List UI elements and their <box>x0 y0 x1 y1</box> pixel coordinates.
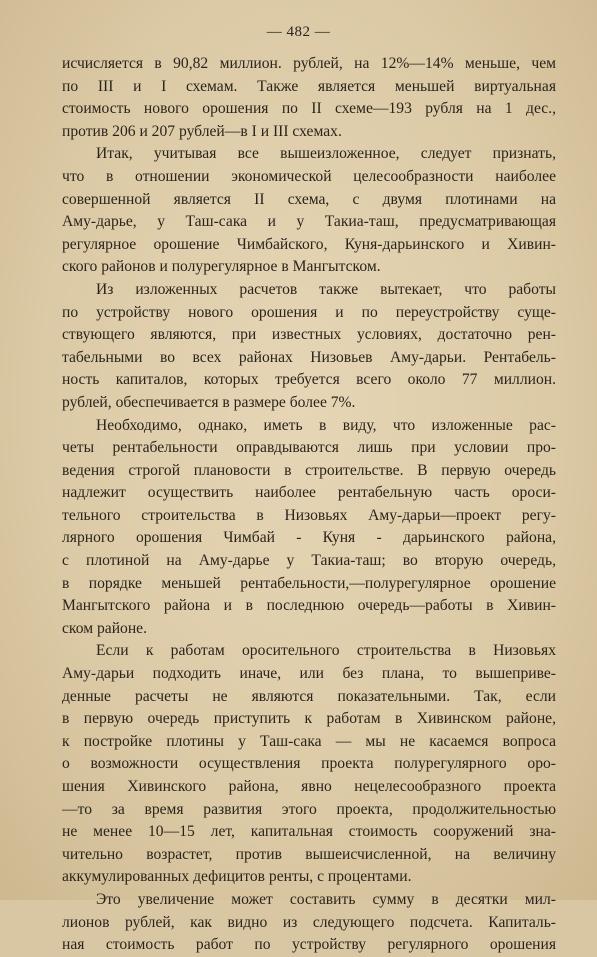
text-line: тельного строительства в Низовьях Аму-дарьи—проект регу- <box>62 506 556 524</box>
text-line: Если к работам оросительного строительства в Низовьях <box>96 642 556 660</box>
text-line: по устройству нового орошения и по переустройству суще- <box>62 303 556 321</box>
text-line: Из изложенных расчетов также вытекает, что работы <box>96 280 556 298</box>
text-line: в порядке меньшей рентабельности,—полурегулярное орошение <box>62 574 556 592</box>
text-line: совершенной является II схема, с двумя плотинами на <box>62 190 556 208</box>
text-line: Аму-дарье, у Таш-сака и у Такиа-таш, предусматривающая <box>62 213 556 231</box>
text-line: аккумулированных дефицитов ренты, с процентами. <box>62 868 412 886</box>
body-text <box>62 53 556 957</box>
page-number: — 482 — <box>266 24 331 40</box>
text-line: не менее 10—15 лет, капитальная стоимость сооружений зна- <box>62 823 556 841</box>
text-line: Мангытского района и в последнюю очередь—работы в Хивин- <box>62 597 556 615</box>
text-line: ность капиталов, которых требуется всего около 77 миллион. <box>62 371 556 389</box>
text-line: ском районе. <box>62 619 147 637</box>
text-line: Это увеличение может составить сумму в десятки мил- <box>96 890 556 908</box>
text-line: ствующего являются, при известных условиях, достаточно рен- <box>62 326 556 344</box>
text-line: ведения строгой плановости в строительстве. В первую очередь <box>62 461 556 479</box>
text-line: Итак, учитывая все вышеизложенное, следует признать, <box>96 145 556 163</box>
text-line: шения Хивинского района, явно нецелесообразного проекта <box>62 778 556 795</box>
text-line: с плотиной на Аму-дарье у Такиа-таш; во вторую очередь, <box>62 552 556 570</box>
text-line: к постройке плотины у Таш-сака — мы не касаемся вопроса <box>62 732 556 750</box>
text-line: четы рентабельности оправдываются лишь при условии про- <box>62 439 556 457</box>
text-line: надлежит осуществить наиболее рентабельную часть ороси- <box>62 484 556 502</box>
text-line: табельными во всех районах Низовьев Аму-дарьи. Рентабель- <box>62 348 556 366</box>
text-line: ского районов и полурегулярное в Мангытском. <box>62 258 381 276</box>
text-line: Необходимо, однако, иметь в виду, что изложенные рас- <box>96 416 556 434</box>
text-line: о возможности осуществления проекта полурегулярного оро- <box>62 755 556 773</box>
text-line: Аму-дарьи подходить иначе, или без плана, то вышеприве- <box>62 665 556 683</box>
text-line: рублей, обеспечивается в размере более 7%. <box>62 393 356 411</box>
text-line: регулярное орошение Чимбайского, Куня-дарьинского и Хивин- <box>62 235 556 253</box>
text-line: по III и I схемам. Также является меньшей виртуальная <box>62 77 556 95</box>
text-line: денные расчеты не являются показательными. Так, если <box>62 687 556 705</box>
text-line: —то за время развития этого проекта, продолжительностью <box>62 800 556 818</box>
text-line: лярного орошения Чимбай - Куня - дарьинского района, <box>62 529 556 547</box>
text-line: чительно возрастет, против вышеисчисленной, на величину <box>62 845 556 863</box>
text-line: лионов рублей, как видно из следующего подсчета. Капиталь- <box>62 913 556 931</box>
text-line: в первую очередь приступить к работам в Хивинском районе, <box>62 710 556 728</box>
text-line: исчисляется в 90,82 миллион. рублей, на 12%—14% меньше, чем <box>62 55 556 72</box>
text-line: ная стоимость работ по устройству регулярного орошения <box>62 936 556 954</box>
text-line: стоимость нового орошения по II схеме—193 рубля на 1 дес., <box>62 100 556 118</box>
text-line: против 206 и 207 рублей—в I и III схемах. <box>62 122 342 140</box>
text-line: что в отношении экономической целесообразности наиболее <box>62 167 556 185</box>
